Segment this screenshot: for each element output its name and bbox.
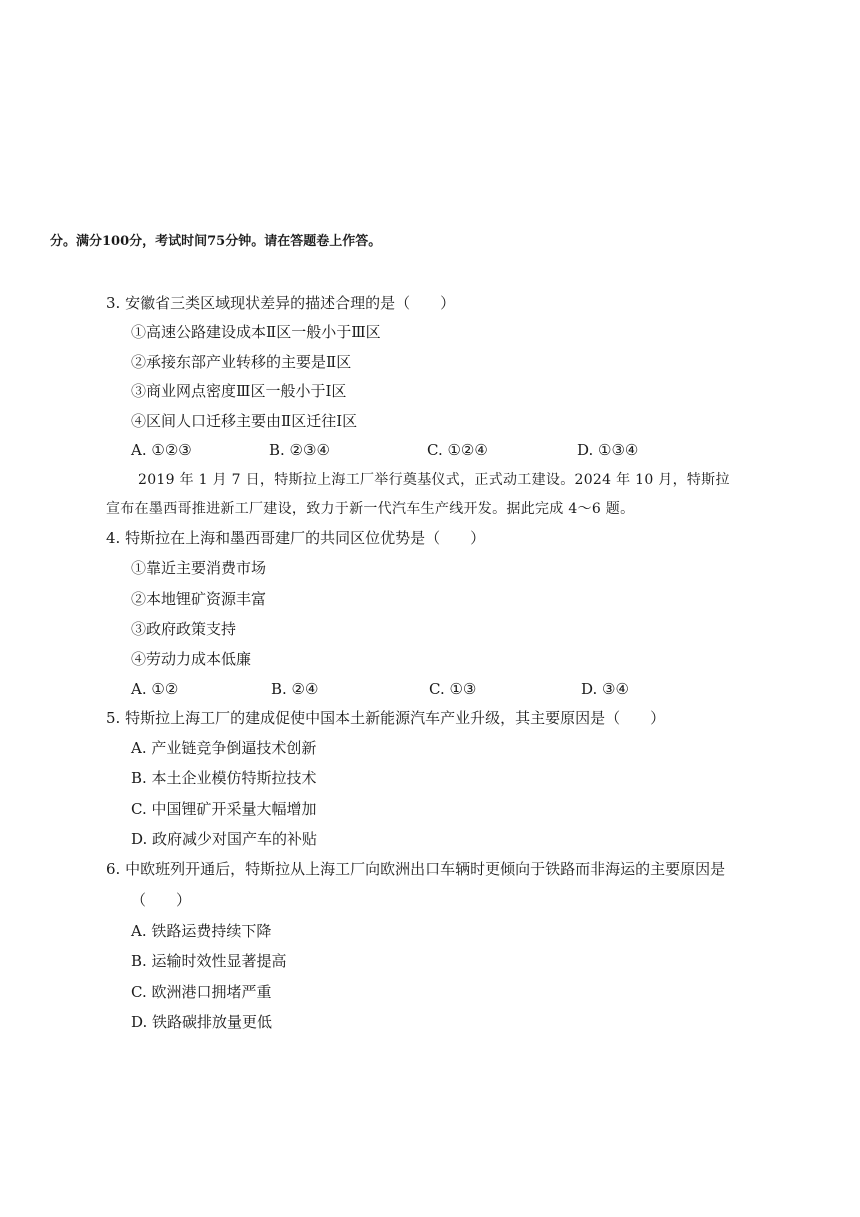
question-3-item-3: ③商业网点密度Ⅲ区一般小于Ⅰ区 <box>131 382 347 400</box>
question-3-stem: 3. 安徽省三类区域现状差异的描述合理的是（ ） <box>106 294 456 312</box>
question-4-choice-c: C. ①③ <box>429 680 477 698</box>
question-4-item-3: ③政府政策支持 <box>131 620 237 638</box>
question-5-option-b: B. 本土企业模仿特斯拉技术 <box>131 769 317 787</box>
question-6-option-a: A. 铁路运费持续下降 <box>131 922 272 940</box>
question-6-stem-cont: （ ） <box>131 891 192 909</box>
question-4-item-4: ④劳动力成本低廉 <box>131 650 252 668</box>
question-4-stem: 4. 特斯拉在上海和墨西哥建厂的共同区位优势是（ ） <box>106 529 486 547</box>
question-4-choice-a: A. ①② <box>131 680 179 698</box>
question-3-choice-a: A. ①②③ <box>131 441 192 459</box>
question-6-stem: 6. 中欧班列开通后，特斯拉从上海工厂向欧洲出口车辆时更倾向于铁路而非海运的主要原因是 <box>106 860 726 878</box>
question-3-item-1: ①高速公路建设成本Ⅱ区一般小于Ⅲ区 <box>131 323 381 341</box>
question-4-choice-b: B. ②④ <box>271 680 319 698</box>
question-5-option-a: A. 产业链竞争倒逼技术创新 <box>131 739 317 757</box>
question-3-choices <box>131 440 691 460</box>
exam-instructions: 分。满分100分，考试时间75分钟。请在答题卷上作答。 <box>50 234 382 249</box>
question-4-choices <box>131 679 691 699</box>
question-5-option-d: D. 政府减少对国产车的补贴 <box>131 830 318 848</box>
passage-line-2: 宣布在墨西哥推进新工厂建设，致力于新一代汽车生产线开发。据此完成 4～6 题。 <box>106 501 635 517</box>
question-4-item-2: ②本地锂矿资源丰富 <box>131 590 267 608</box>
passage-line-1: 2019 年 1 月 7 日，特斯拉上海工厂举行奠基仪式，正式动工建设。2024 年 10 月，特斯拉 <box>138 472 730 488</box>
question-4-choice-d: D. ③④ <box>581 680 629 698</box>
question-3-choice-b: B. ②③④ <box>269 441 330 459</box>
question-3-item-2: ②承接东部产业转移的主要是Ⅱ区 <box>131 353 352 371</box>
question-3-item-4: ④区间人口迁移主要由Ⅱ区迁往Ⅰ区 <box>131 412 358 430</box>
question-6-option-c: C. 欧洲港口拥堵严重 <box>131 983 272 1001</box>
question-6-option-d: D. 铁路碳排放量更低 <box>131 1013 273 1031</box>
question-5-option-c: C. 中国锂矿开采量大幅增加 <box>131 800 317 818</box>
question-5-stem: 5. 特斯拉上海工厂的建成促使中国本土新能源汽车产业升级，其主要原因是（ ） <box>106 709 666 727</box>
question-3-choice-c: C. ①②④ <box>427 441 488 459</box>
question-3-choice-d: D. ①③④ <box>577 441 639 459</box>
question-6-option-b: B. 运输时效性显著提高 <box>131 952 287 970</box>
question-4-item-1: ①靠近主要消费市场 <box>131 559 267 577</box>
